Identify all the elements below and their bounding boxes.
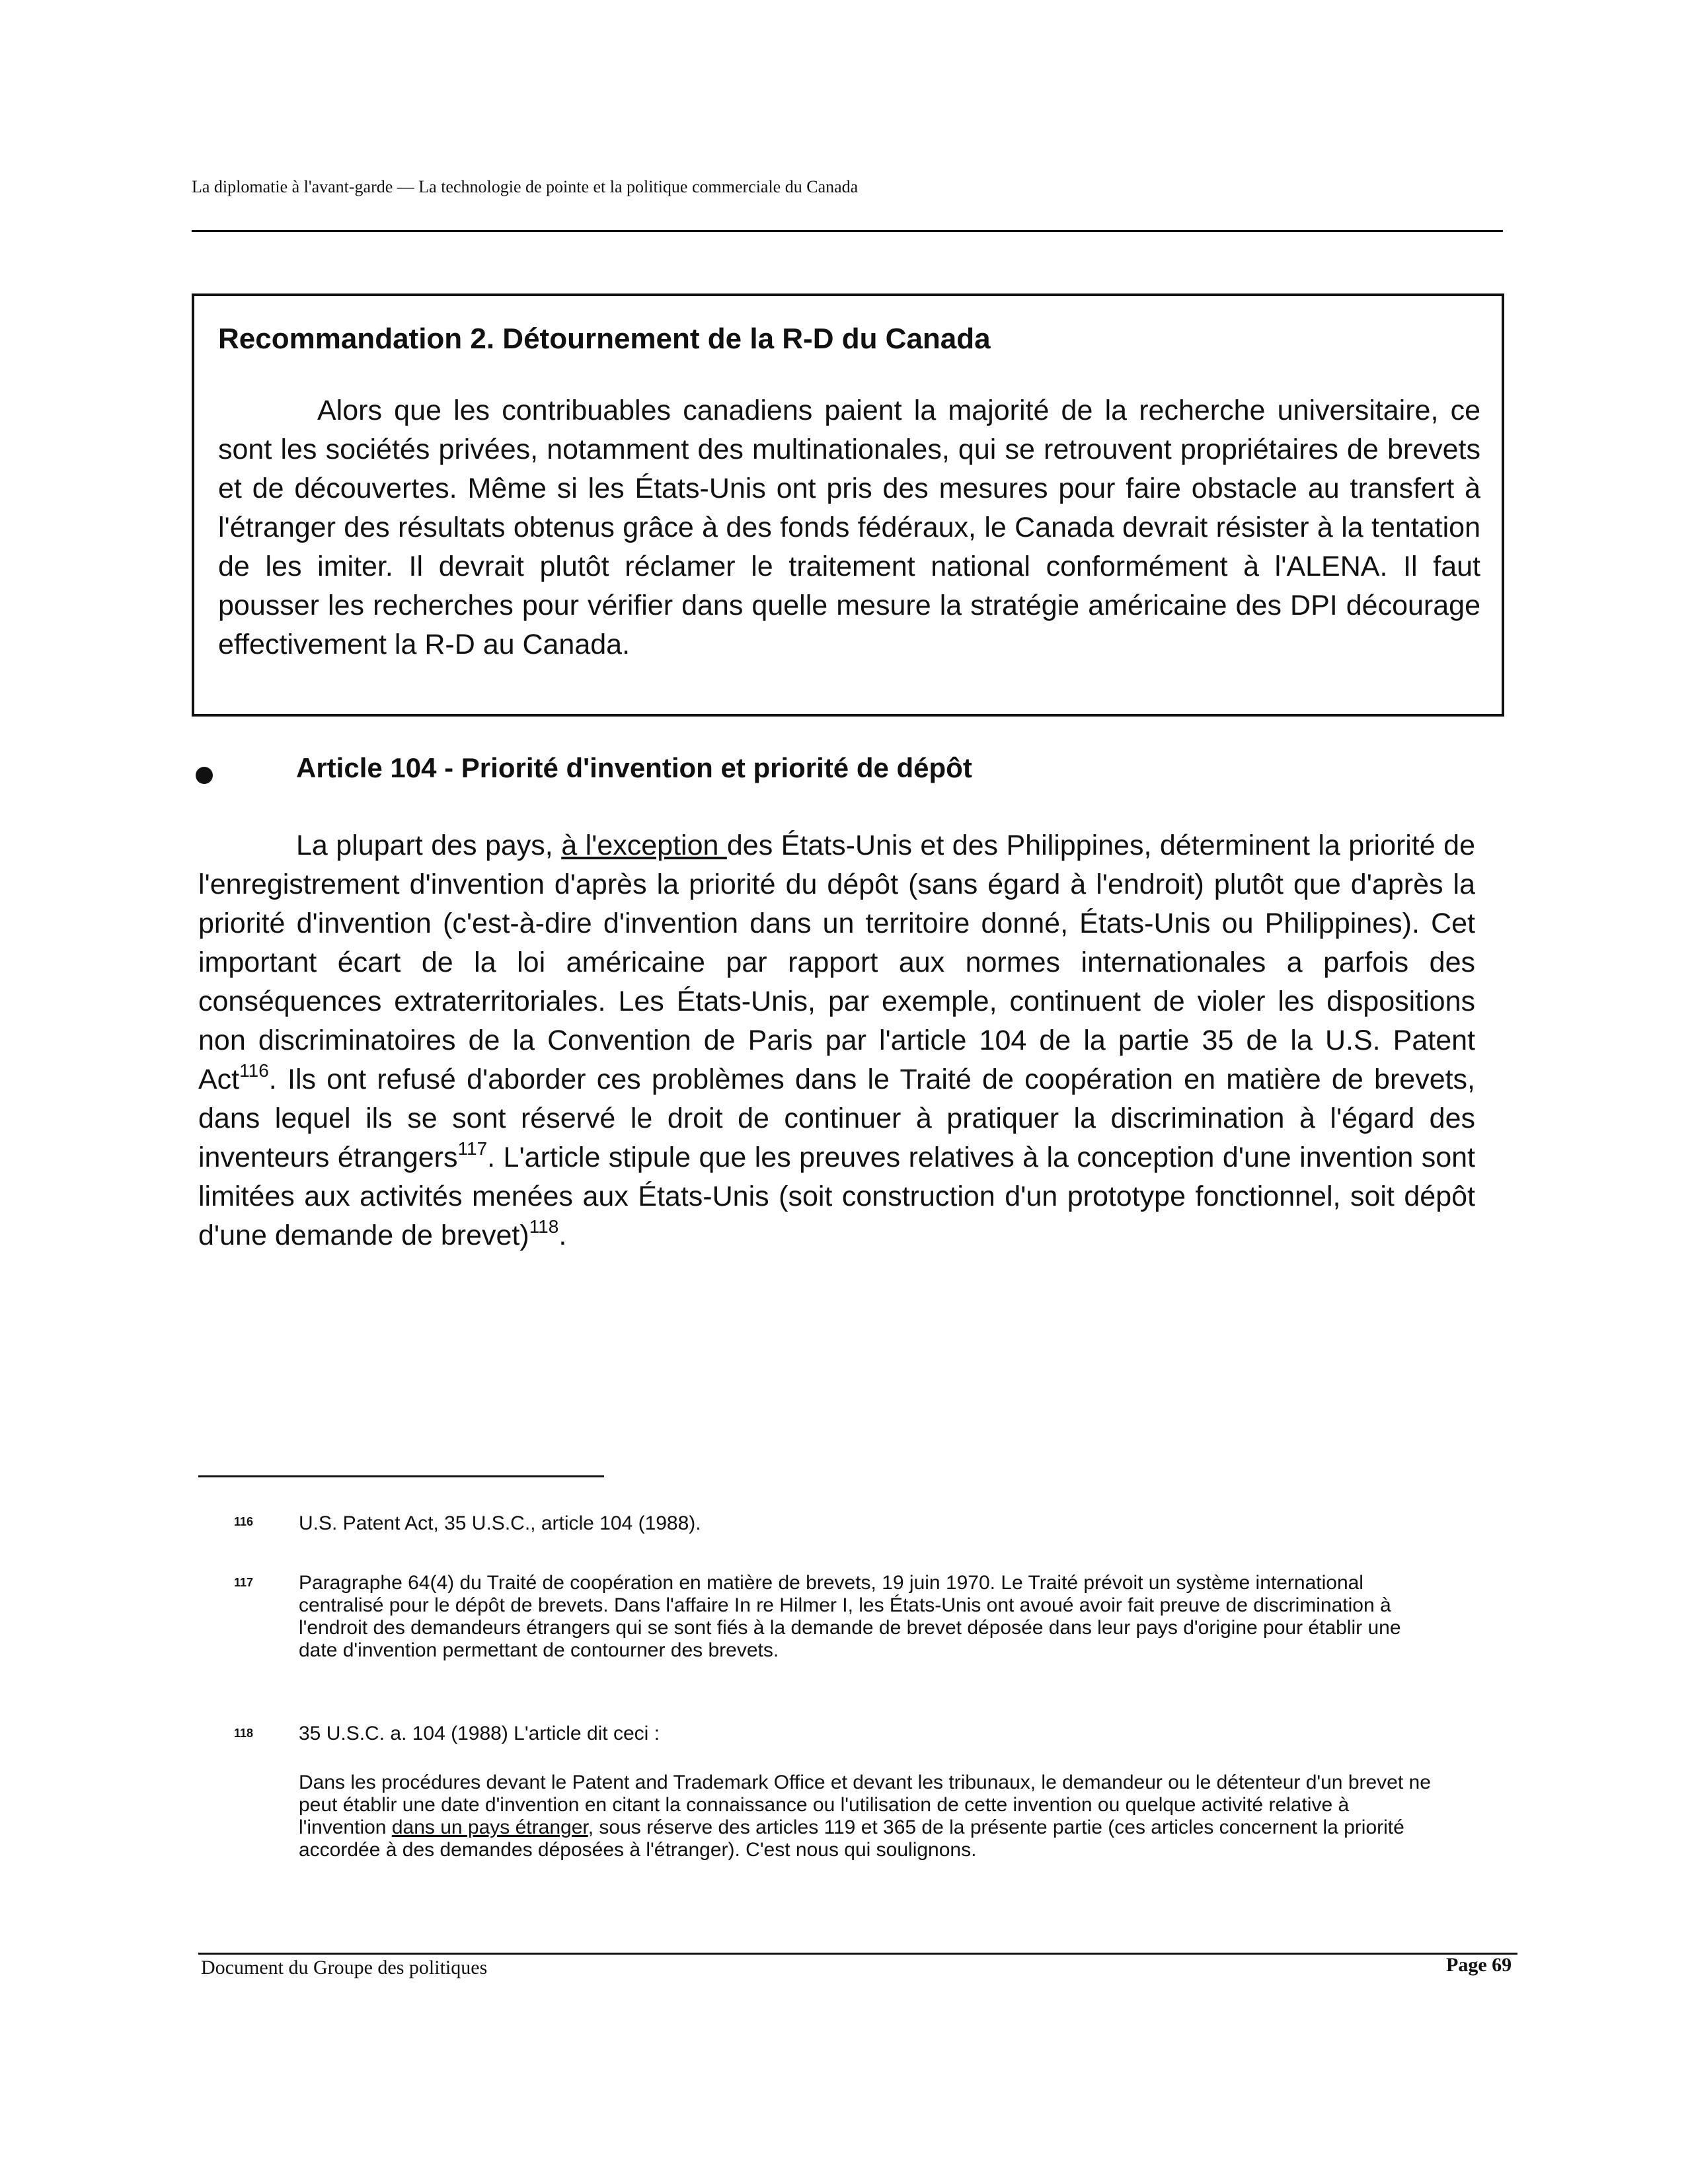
footnote-ref-117[interactable]: 117 [457, 1138, 488, 1159]
recommendation-title: Recommandation 2. Détournement de la R-D du Canada [218, 323, 991, 355]
footnote-text-118: 35 U.S.C. a. 104 (1988) L'article dit ceci : [299, 1723, 660, 1744]
recommendation-body: Alors que les contribuables canadiens paient la majorité de la recherche universitaire, ce sont les sociétés privées, notamment des multinationales, qui se retrouvent propriétaires de brevets et de découvertes. Même si les États-Unis ont pris des mesures pour faire obstacle au transfert à l'étranger des résultats obtenus grâce à des fonds fédéraux, le Canada devrait résister à la tentation de les imiter. Il devrait plutôt réclamer le traitement national conformément à l'ALENA. Il faut pousser les recherches pour vérifier dans quelle mesure la stratégie américaine des DPI décourage effectivement la R-D au Canada. [218, 395, 1480, 660]
footer-rule [198, 1953, 1517, 1955]
footnote-text-116: U.S. Patent Act, 35 U.S.C., article 104 (1988). [299, 1512, 701, 1534]
quote-text: , sous réserve des articles 119 et 365 de la présente partie (ces articles concernent la priorité accordée à des demandes déposées à l'étranger). C'est nous qui soulignons. [299, 1816, 1404, 1861]
footnote-quote-118 [299, 1772, 1436, 1861]
footnote-ref-116[interactable]: 116 [239, 1060, 269, 1081]
footnote-text-117: Paragraphe 64(4) du Traité de coopération en matière de brevets, 19 juin 1970. Le Traité prévoit un système international centralisé pour le dépôt de brevets. Dans l'affaire In re Hilmer I, les États-Unis ont avoué avoir fait preuve de discrimination à l'endroit des demandeurs étrangers qui se sont fiés à la demande de brevet déposée dans leur pays d'origine pour établir une date d'invention permettant de contourner des brevets. [299, 1572, 1401, 1661]
paragraph-text: La plupart des pays, [296, 830, 562, 861]
footer-document-title: Document du Groupe des politiques [201, 1957, 488, 1978]
running-header: La diplomatie à l'avant-garde — La technologie de pointe et la politique commerciale du Canada [192, 177, 859, 196]
footnote-number-116: 116 [234, 1515, 254, 1528]
bullet-icon [196, 767, 213, 784]
page-number: Page 69 [1446, 1954, 1512, 1976]
quote-underlined-phrase: dans un pays étranger [391, 1816, 588, 1838]
main-paragraph [198, 826, 1475, 1255]
paragraph-text: des États-Unis et des Philippines, déterminent la priorité de l'enregistrement d'invention d'après la priorité du dépôt (sans égard à l'endroit) plutôt que d'après la priorité d'invention (c'est-à-dire d'invention dans un territoire donné, États-Unis ou Philippines). Cet important écart de la loi américaine par rapport aux normes internationales a parfois des conséquences extraterritoriales. Les États-Unis, par exemple, continuent de violer les dispositions non discriminatoires de la Convention de Paris par l'article 104 de la partie 35 de la U.S. Patent Act [198, 830, 1475, 1095]
footnote-ref-118[interactable]: 118 [529, 1216, 559, 1237]
footnote-number-118: 118 [234, 1727, 254, 1740]
footnote-number-117: 117 [234, 1576, 254, 1589]
header-rule [192, 230, 1503, 232]
section-heading: Article 104 - Priorité d'invention et priorité de dépôt [296, 752, 972, 783]
footnote-rule [198, 1475, 604, 1477]
underlined-phrase: à l'exception [561, 830, 727, 861]
quote-text: Dans les procédures devant le Patent and Trademark Office et devant les tribunaux, le demandeur ou le détenteur d'un brevet ne peut établir une date d'invention en citant la connaissance ou l'utilisation de cette invention ou quelque activité relative à l'invention [299, 1772, 1431, 1838]
paragraph-text: . Ils ont refusé d'aborder ces problèmes dans le Traité de coopération en matière de brevets, dans lequel ils se sont réservé le droit de continuer à pratiquer la discrimination à l'égard des inventeurs étrangers [198, 1064, 1475, 1173]
paragraph-text: . [558, 1220, 567, 1251]
paragraph-text: . L'article stipule que les preuves relatives à la conception d'une invention sont limitées aux activités menées aux États-Unis (soit construction d'un prototype fonctionnel, soit dépôt d'une demande de brevet) [198, 1142, 1476, 1251]
